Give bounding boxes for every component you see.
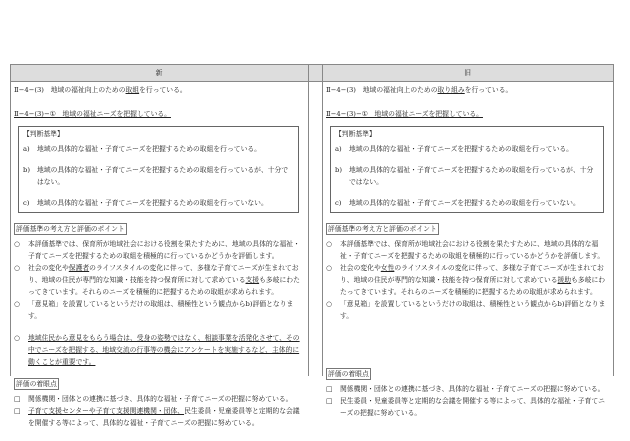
title-text: を行っている。 xyxy=(464,86,513,94)
bullet: ○ xyxy=(326,264,332,272)
checkbox-icon: □ xyxy=(14,407,21,415)
focus-text: 関係機関・団体との連携に基づき、具体的な福祉・子育てニーズの把握に努めている。 xyxy=(28,395,293,403)
title-text: Ⅱ−4−(3) 地域の福祉向上のための xyxy=(14,86,126,94)
item-subtitle: Ⅱ−4−(3)−① 地域の福祉ニーズを把握している。 xyxy=(14,110,171,118)
header-new: 新 xyxy=(10,64,308,82)
text: も多岐にわたってきています。それらのニーズを積極的に把握するための取組が求められます。 xyxy=(340,276,606,296)
changed-text: 女性 xyxy=(380,264,395,272)
point-text: 本評価基準では、保育所が地域社会における役割を果たすために、地域の具体的な福祉・子育てニーズを把握するための取組を積極的に行っているかどうかを評価します。 xyxy=(340,240,605,260)
item-title xyxy=(14,84,305,96)
point-text: 本評価基準では、保育所が地域社会における役割を果たすために、地域の具体的な福祉・子育てニーズを把握するための取組を積極的に行っているかどうかを評価します。 xyxy=(28,240,300,260)
point-text-added: 地域住民から意見をもらう場合は、受身の姿勢ではなく、相談事業を活発化させて、その中でニーズを把握する、地域交流の行事等の機会にアンケートを実施するなど、主体的に動くことが重要です。 xyxy=(28,334,300,366)
criteria-mark: b) xyxy=(335,166,343,174)
checkbox-icon: □ xyxy=(326,385,333,393)
title-changed: 取り組み xyxy=(437,86,465,94)
old-column xyxy=(326,84,610,419)
text: のライフスタイルの変化に伴って、多様な子育てニーズが生まれており、地域の住民が専門的な知識・技能を持つ保育所に対して求めている xyxy=(340,264,604,284)
focus-label: 評価の着眼点 xyxy=(328,370,369,378)
criteria-box xyxy=(18,126,299,213)
text: 社会の変化や xyxy=(28,264,69,272)
text: のライフスタイルの変化に伴って、多様な子育てニーズが生まれており、地域の住民が専門的な知識・技能を持つ保育所に対して求めている xyxy=(28,264,299,284)
criteria-mark: b) xyxy=(23,166,31,174)
bullet: ○ xyxy=(14,300,20,308)
header-old: 旧 xyxy=(322,64,613,82)
criteria-c: 地域の具体的な福祉・子育てニーズを把握するための取組を行っていない。 xyxy=(349,199,580,207)
criteria-b: 地域の具体的な福祉・子育てニーズを把握するための取組を行っているが、十分ではない。 xyxy=(37,166,289,186)
bullet: ○ xyxy=(14,264,20,272)
bullet: ○ xyxy=(326,300,332,308)
header-spacer xyxy=(308,64,322,82)
bullet: ○ xyxy=(14,240,20,248)
changed-text: 援助 xyxy=(557,276,572,284)
criteria-mark: a) xyxy=(23,145,30,153)
criteria-label: 【判断基準】 xyxy=(335,130,376,138)
title-text: Ⅱ−4−(3) 地域の福祉向上のための xyxy=(326,86,438,94)
item-subtitle: Ⅱ−4−(3)−① 地域の福祉ニーズを把握している。 xyxy=(326,110,483,118)
focus-text: 関係機関・団体との連携に基づき、具体的な福祉・子育てニーズの把握に努めている。 xyxy=(340,385,605,393)
new-column xyxy=(14,84,305,429)
text: 社会の変化や xyxy=(340,264,381,272)
focus-label: 評価の着眼点 xyxy=(16,380,57,388)
changed-text: 子育て支援センターや子育て支援関連機関・団体、 xyxy=(28,407,185,415)
text: 民生委員・児童委員等と定期的な会議を開催する等によって、具体的な福祉・子育てニーズの把握に努めている。 xyxy=(28,407,300,427)
divider xyxy=(322,64,323,376)
title-text: を行っている。 xyxy=(139,86,187,94)
point-text: 「意見箱」を設置しているというだけの取組は、積極性という観点からb)評価となります。 xyxy=(340,300,606,320)
checkbox-icon: □ xyxy=(326,397,333,405)
criteria-b: 地域の具体的な福祉・子育てニーズを把握するための取組を行っているが、十分ではない。 xyxy=(349,166,594,186)
point-text xyxy=(340,262,610,298)
changed-text: 支援 xyxy=(245,276,260,284)
text: も多岐にわたってきています。それらのニーズを積極的に把握するための取組が求められます。 xyxy=(28,276,300,296)
focus-text xyxy=(28,405,305,429)
criteria-mark: c) xyxy=(23,199,30,207)
bullet: ○ xyxy=(326,240,332,248)
title-changed: 取組 xyxy=(125,86,140,94)
divider xyxy=(10,64,11,376)
criteria-a: 地域の具体的な福祉・子育てニーズを把握するための取組を行っている。 xyxy=(37,145,261,153)
changed-text: 保護者 xyxy=(68,264,90,272)
criteria-box xyxy=(330,126,604,213)
divider xyxy=(308,64,309,376)
focus-text: 民生委員・児童委員等と定期的な会議を開催する等によって、具体的な福祉・子育てニーズの把握に努めている。 xyxy=(340,397,605,417)
point-text: 「意見箱」を設置しているというだけの取組は、積極性という観点からb)評価となります。 xyxy=(28,300,294,320)
criteria-c: 地域の具体的な福祉・子育てニーズを把握するための取組を行っていない。 xyxy=(37,199,268,207)
criteria-a: 地域の具体的な福祉・子育てニーズを把握するための取組を行っている。 xyxy=(349,145,573,153)
divider xyxy=(613,64,614,376)
bullet: ○ xyxy=(14,334,20,342)
criteria-mark: c) xyxy=(335,199,342,207)
criteria-mark: a) xyxy=(335,145,342,153)
item-title xyxy=(326,84,610,96)
criteria-label: 【判断基準】 xyxy=(23,130,64,138)
points-label: 評価基準の考え方と評価のポイント xyxy=(328,225,437,233)
point-text xyxy=(28,262,305,298)
points-label: 評価基準の考え方と評価のポイント xyxy=(16,225,125,233)
checkbox-icon: □ xyxy=(14,395,21,403)
